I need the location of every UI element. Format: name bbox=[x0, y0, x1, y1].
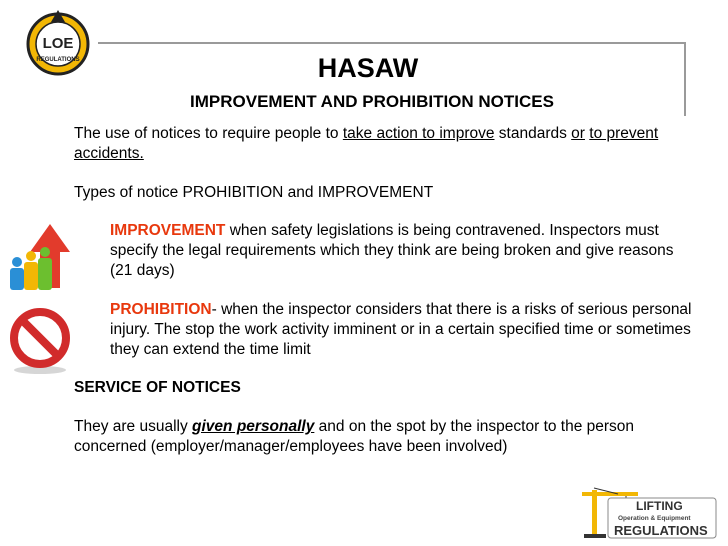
intro-text-2: standards bbox=[494, 125, 572, 142]
types-paragraph: Types of notice PROHIBITION and IMPROVEMENT bbox=[74, 184, 434, 201]
improvement-label: IMPROVEMENT bbox=[110, 222, 226, 239]
lifting-regulations-logo bbox=[578, 484, 718, 540]
intro-underline-1: take action to improve bbox=[342, 125, 495, 142]
improvement-text: when safety legislations is being contravened. Inspectors must specify the legal requirements which they think are being broken and give reasons (21 days) bbox=[110, 222, 674, 279]
lifting-logo-line3: REGULATIONS bbox=[614, 523, 708, 538]
lifting-logo-line2: Operation & Equipment bbox=[618, 515, 691, 522]
prohibition-paragraph bbox=[110, 300, 694, 360]
improvement-paragraph bbox=[110, 221, 694, 281]
slide-title: HASAW bbox=[317, 53, 419, 83]
service-emphasis: given personally bbox=[192, 418, 315, 435]
prohibition-text: - when the inspector considers that there is a risks of serious personal injury. The stop the work activity imminent or in a certain specified time or sometimes they can extend the time limit bbox=[110, 301, 692, 358]
logo-loe-text: LOE bbox=[42, 35, 74, 52]
logo-loe-sub: REGULATIONS bbox=[36, 57, 80, 63]
lifting-logo-line1: LIFTING bbox=[636, 499, 683, 513]
slide-subtitle: IMPROVEMENT AND PROHIBITION NOTICES bbox=[190, 92, 554, 111]
intro-paragraph bbox=[74, 124, 694, 164]
intro-underline-2: or bbox=[571, 125, 585, 142]
service-heading: SERVICE OF NOTICES bbox=[74, 379, 241, 396]
prohibition-label: PROHIBITION bbox=[110, 301, 212, 318]
prohibition-sign-icon bbox=[8, 300, 72, 376]
intro-text-1: The use of notices to require people to bbox=[74, 125, 343, 142]
loe-regulations-logo bbox=[18, 6, 98, 78]
service-text-1: They are usually bbox=[74, 418, 193, 435]
service-text-2: and on the spot by the inspector to the person concerned (employer/manager/employees have been involved) bbox=[74, 418, 635, 455]
intro-underline-3: to prevent accidents. bbox=[74, 125, 659, 162]
improvement-arrow-people-icon bbox=[6, 218, 76, 292]
service-paragraph bbox=[74, 417, 694, 457]
